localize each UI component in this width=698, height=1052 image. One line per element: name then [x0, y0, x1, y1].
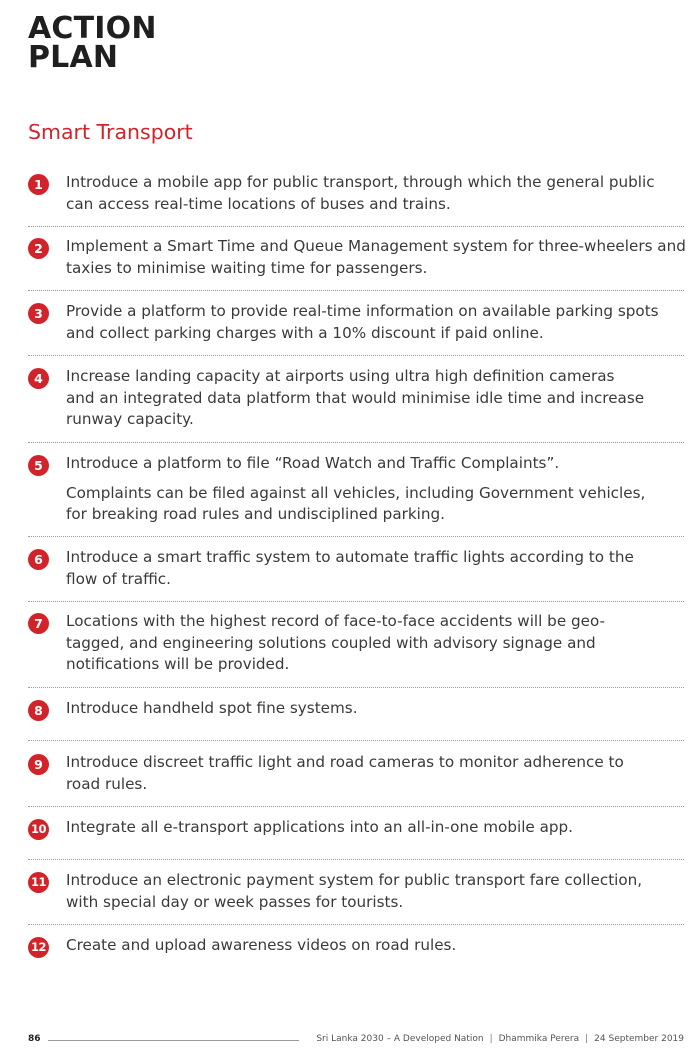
number-badge: 12: [28, 937, 49, 958]
footer-author: Dhammika Perera: [498, 1034, 580, 1044]
action-text-line: Introduce discreet traffic light and road cameras to monitor adherence to road rules.: [66, 753, 624, 793]
action-item-6: [28, 547, 684, 602]
action-text: [66, 236, 686, 279]
action-text-line: Integrate all e-transport applications into an all-in-one mobile app.: [66, 818, 573, 836]
page-title-line-1: ACTION: [28, 11, 157, 46]
action-text-line: Increase landing capacity at airports using ultra high definition cameras and an integrated data platform that would minimise idle time and increase runway capacity.: [66, 367, 645, 428]
action-text: [66, 301, 686, 344]
action-text-line: Locations with the highest record of face-to-face accidents will be geo-tagged, and engineering solutions coupled with advisory signage and notifications will be provided.: [66, 612, 606, 673]
action-text-line: Introduce a smart traffic system to automate traffic lights according to the flow of traffic.: [66, 548, 634, 588]
action-text-line: Provide a platform to provide real-time information on available parking spots and collect parking charges with a 10% discount if paid online.: [66, 302, 659, 342]
action-item-4: [28, 366, 684, 443]
number-badge: 8: [28, 700, 49, 721]
action-text: [66, 172, 686, 215]
action-item-5: [28, 453, 684, 537]
action-text: [66, 752, 626, 795]
number-badge: 2: [28, 238, 49, 259]
action-text: [66, 817, 686, 839]
action-text-line: Create and upload awareness videos on road rules.: [66, 936, 457, 954]
action-item-8: [28, 698, 684, 741]
footer-separator: |: [585, 1034, 589, 1044]
footer-separator: |: [489, 1034, 493, 1044]
footer-rule: [48, 1040, 299, 1041]
action-text: [66, 698, 686, 720]
action-item-12: [28, 935, 684, 965]
footer-publication: Sri Lanka 2030 – A Developed Nation: [316, 1034, 484, 1044]
action-text-line: Introduce a mobile app for public transport, through which the general public can access real-time locations of buses and trains.: [66, 173, 655, 213]
action-text: [66, 935, 686, 957]
action-text-line: Introduce a platform to file “Road Watch and Traffic Complaints”.: [66, 454, 560, 472]
action-text: [66, 611, 651, 676]
action-text: [66, 453, 646, 526]
page-title-line-2: PLAN: [28, 40, 119, 75]
action-text-line: Introduce handheld spot fine systems.: [66, 699, 358, 717]
action-text: [66, 547, 646, 590]
action-text: [66, 366, 646, 431]
action-item-1: [28, 172, 684, 227]
number-badge: 7: [28, 613, 49, 634]
number-badge: 6: [28, 549, 49, 570]
number-badge: 4: [28, 368, 49, 389]
number-badge: 1: [28, 174, 49, 195]
action-item-10: [28, 817, 684, 860]
action-item-9: [28, 752, 684, 807]
page-footer: [28, 1034, 684, 1048]
action-item-7: [28, 611, 684, 688]
action-item-11: [28, 870, 684, 925]
number-badge: 10: [28, 819, 49, 840]
footer-info: [316, 1034, 684, 1044]
action-item-3: [28, 301, 684, 356]
section-heading: Smart Transport: [28, 120, 193, 144]
action-text-line: Complaints can be filed against all vehicles, including Government vehicles, for breaking road rules and undisciplined parking.: [66, 483, 646, 523]
action-text-line: Introduce an electronic payment system for public transport fare collection, with special day or week passes for tourists.: [66, 871, 643, 911]
number-badge: 9: [28, 754, 49, 775]
number-badge: 11: [28, 872, 49, 893]
action-text-line: Implement a Smart Time and Queue Management system for three-wheelers and taxies to minimise waiting time for passengers.: [66, 237, 686, 277]
footer-date: 24 September 2019: [594, 1034, 684, 1044]
action-text: [66, 870, 666, 913]
number-badge: 5: [28, 455, 49, 476]
action-item-2: [28, 236, 684, 291]
page-title: [28, 11, 157, 75]
page-number: 86: [28, 1034, 41, 1044]
number-badge: 3: [28, 303, 49, 324]
